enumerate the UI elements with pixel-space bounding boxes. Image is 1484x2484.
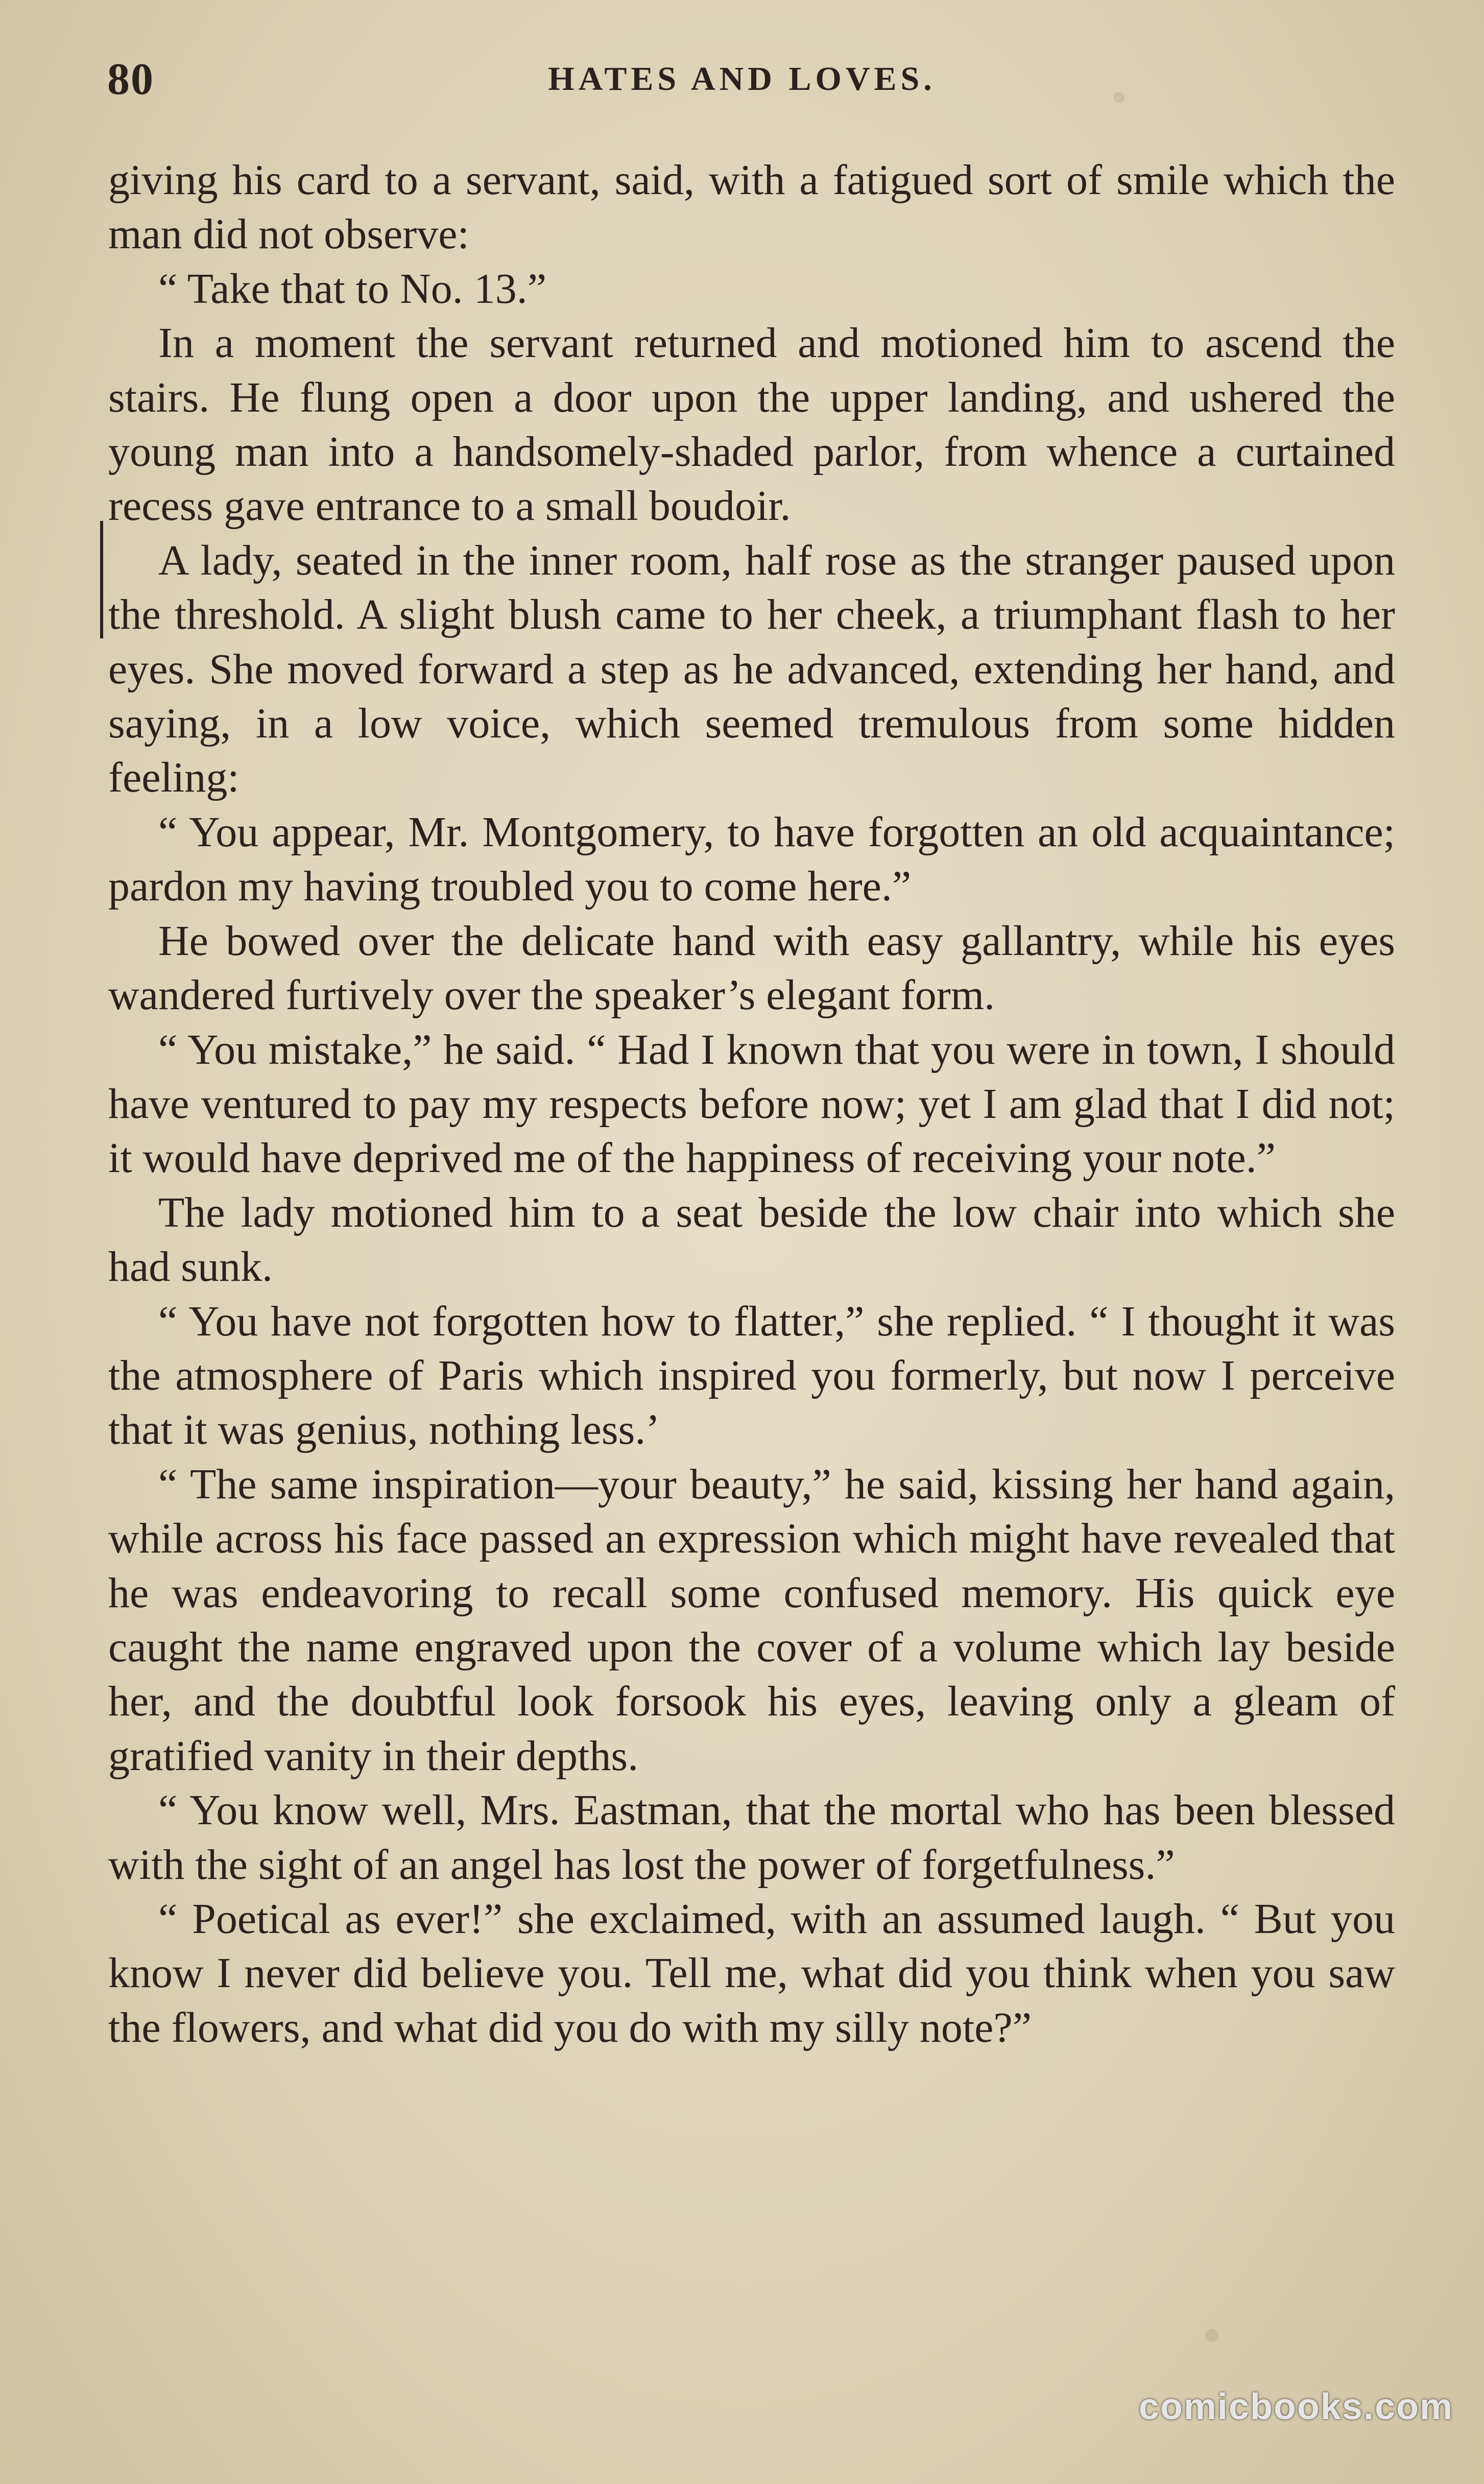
- paragraph: giving his card to a servant, said, with a fatigued sort of smile which the man did not observe:: [108, 156, 1395, 258]
- page-header: [0, 54, 1484, 115]
- paragraph: “ Poetical as ever!” she exclaimed, with an assumed laugh. “ But you know I never did believe you. Tell me, what did you think when you saw the flowers, and what did you do with my silly note?”: [108, 1895, 1395, 2051]
- paragraph: He bowed over the delicate hand with easy gallantry, while his eyes wandered furtively over the speaker’s elegant form.: [108, 917, 1395, 1019]
- paragraph: “ You have not forgotten how to flatter,” she replied. “ I thought it was the atmosphere of Paris which inspired you formerly, but now I perceive that it was genius, nothing less.’: [108, 1297, 1395, 1454]
- paragraph: In a moment the servant returned and motioned him to ascend the stairs. He flung open a door upon the upper landing, and ushered the young man into a handsomely-shaded parlor, from whence a curtained recess gave entrance to a small boudoir.: [108, 319, 1395, 530]
- paragraph: “ The same inspiration—your beauty,” he said, kissing her hand again, while across his face passed an expression which might have revealed that he was endeavoring to recall some confused memory. His quick eye caught the name engraved upon the cover of a volume which lay beside her, and the doubtful look forsook his eyes, leaving only a gleam of gratified vanity in their depths.: [108, 1460, 1395, 1780]
- margin-mark: [100, 521, 103, 638]
- page-number: 80: [107, 55, 154, 104]
- paper-stain: [1205, 2329, 1218, 2342]
- body-text: [108, 153, 1395, 2055]
- paragraph: “ You appear, Mr. Montgomery, to have forgotten an old acquaintance; pardon my having troubled you to come here.”: [108, 808, 1395, 911]
- paragraph: “ Take that to No. 13.”: [158, 265, 547, 313]
- paragraph: “ You know well, Mrs. Eastman, that the mortal who has been blessed with the sight of an angel has lost the power of forgetfulness.”: [108, 1786, 1395, 1889]
- running-head: HATES AND LOVES.: [548, 60, 936, 98]
- paragraph: A lady, seated in the inner room, half rose as the stranger paused upon the threshold. A slight blush came to her cheek, a triumphant flash to her eyes. She moved forward a step as he advanced, extending her hand, and saying, in a low voice, which seemed tremulous from some hidden feeling:: [108, 536, 1395, 802]
- paragraph: “ You mistake,” he said. “ Had I known that you were in town, I should have ventured to pay my respects before now; yet I am glad that I did not; it would have deprived me of the happiness of receiving your note.”: [108, 1025, 1395, 1182]
- paragraph: The lady motioned him to a seat beside the low chair into which she had sunk.: [108, 1188, 1395, 1291]
- watermark: comicbooks.com: [1138, 2386, 1453, 2427]
